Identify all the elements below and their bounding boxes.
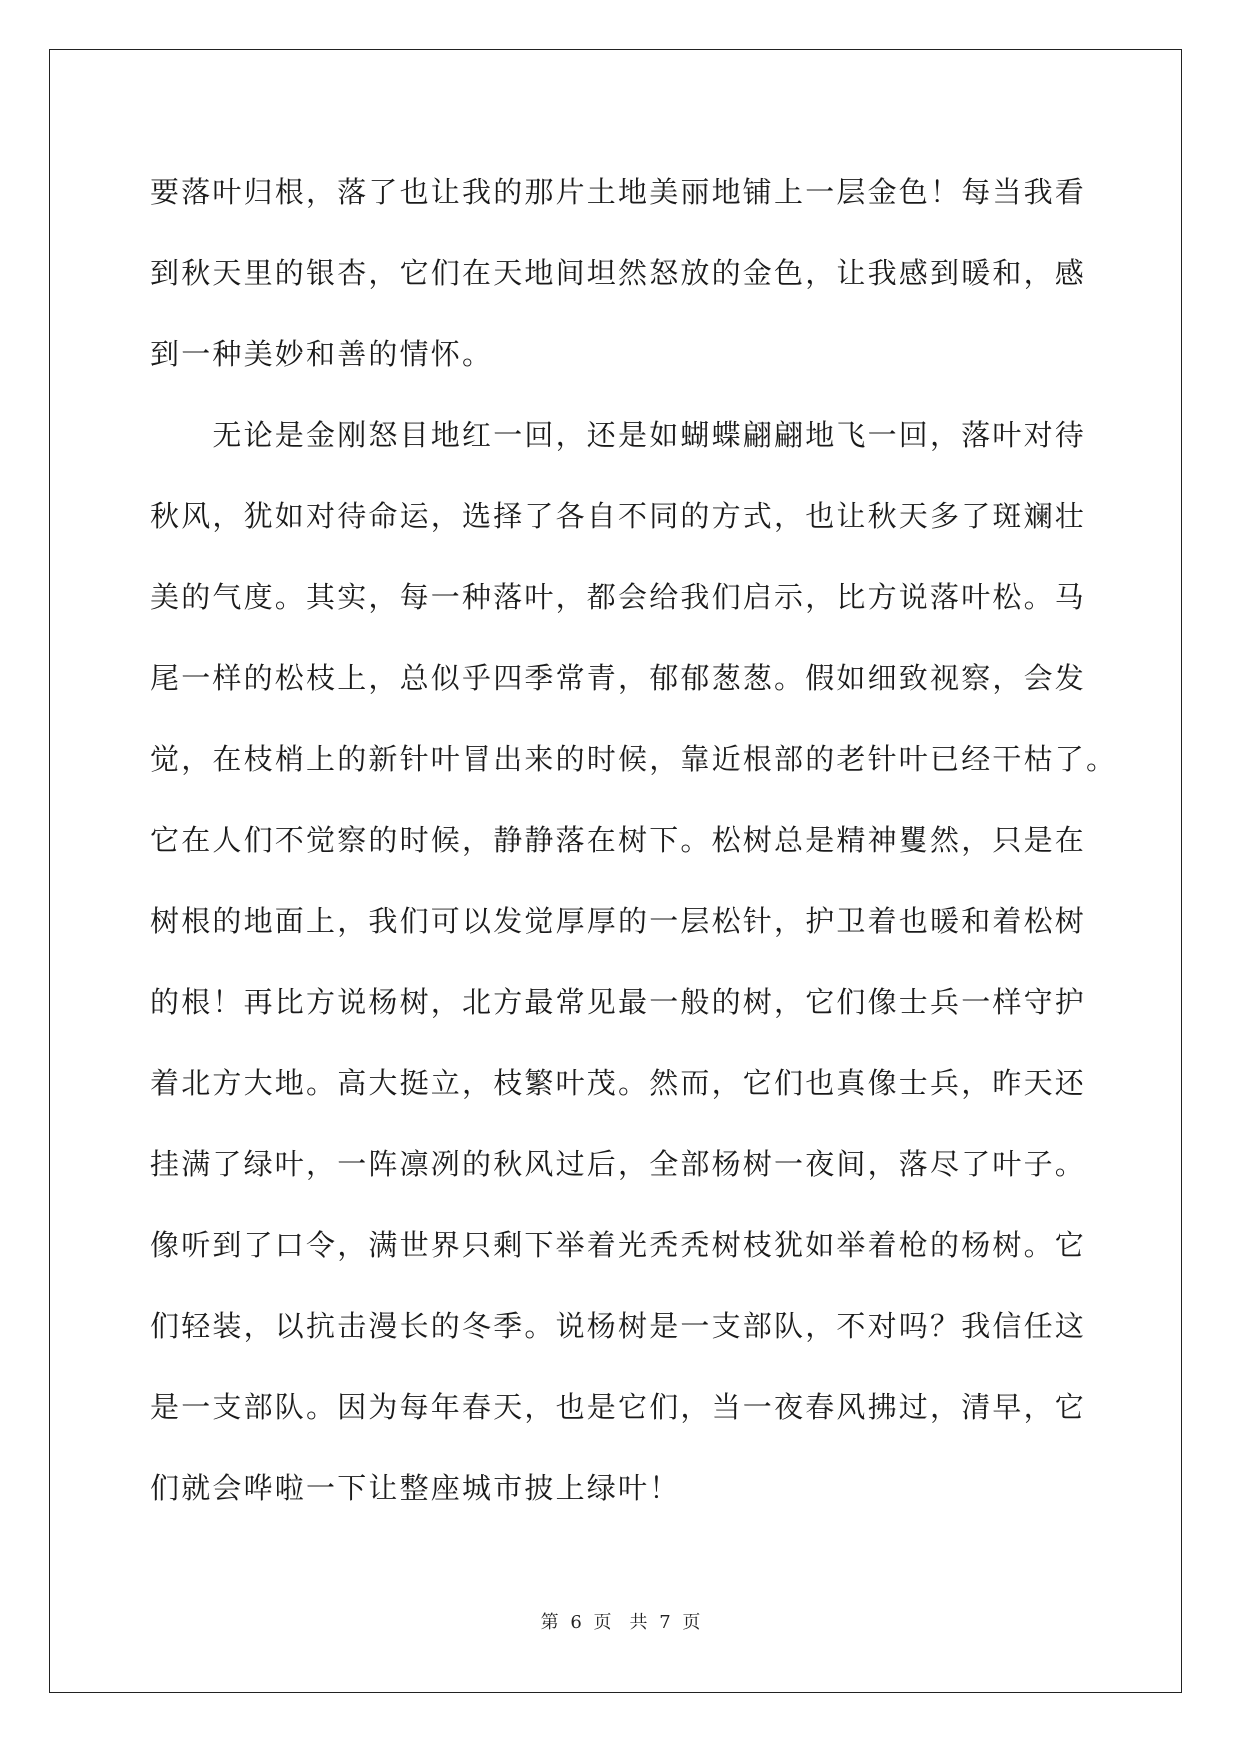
text-line: 像听到了口令，满世界只剩下举着光秃秃树枝犹如举着枪的杨树。它 [150, 1228, 1087, 1262]
text-line: 们就会哗啦一下让整座城市披上绿叶！ [150, 1471, 681, 1505]
text-line: 到秋天里的银杏，它们在天地间坦然怒放的金色，让我感到暖和，感 [150, 256, 1087, 290]
text-line: 秋风，犹如对待命运，选择了各自不同的方式，也让秋天多了斑斓壮 [150, 499, 1087, 533]
text-line: 着北方大地。高大挺立，枝繁叶茂。然而，它们也真像士兵，昨天还 [150, 1066, 1087, 1100]
page-number: 第 6 页 共 7 页 [540, 1612, 701, 1633]
text-line: 无论是金刚怒目地红一回，还是如蝴蝶翩翩地飞一回，落叶对待 [150, 418, 1087, 452]
text-line: 美的气度。其实，每一种落叶，都会给我们启示，比方说落叶松。马 [150, 580, 1087, 614]
text-line: 树根的地面上，我们可以发觉厚厚的一层松针，护卫着也暖和着松树 [150, 904, 1087, 938]
text-line: 们轻装，以抗击漫长的冬季。说杨树是一支部队，不对吗？我信任这 [150, 1309, 1087, 1343]
body-text [150, 152, 1118, 1529]
text-line: 要落叶归根，落了也让我的那片土地美丽地铺上一层金色！每当我看 [150, 175, 1087, 209]
text-line: 是一支部队。因为每年春天，也是它们，当一夜春风拂过，清早，它 [150, 1390, 1087, 1424]
text-line: 挂满了绿叶，一阵凛冽的秋风过后，全部杨树一夜间，落尽了叶子。 [150, 1147, 1087, 1181]
text-line: 它在人们不觉察的时候，静静落在树下。松树总是精神矍然，只是在 [150, 823, 1087, 857]
text-line: 尾一样的松枝上，总似乎四季常青，郁郁葱葱。假如细致视察，会发 [150, 661, 1087, 695]
text-line: 觉，在枝梢上的新针叶冒出来的时候，靠近根部的老针叶已经干枯了。 [150, 742, 1118, 776]
text-line: 的根！再比方说杨树，北方最常见最一般的树，它们像士兵一样守护 [150, 985, 1087, 1019]
text-line: 到一种美妙和善的情怀。 [150, 337, 494, 371]
